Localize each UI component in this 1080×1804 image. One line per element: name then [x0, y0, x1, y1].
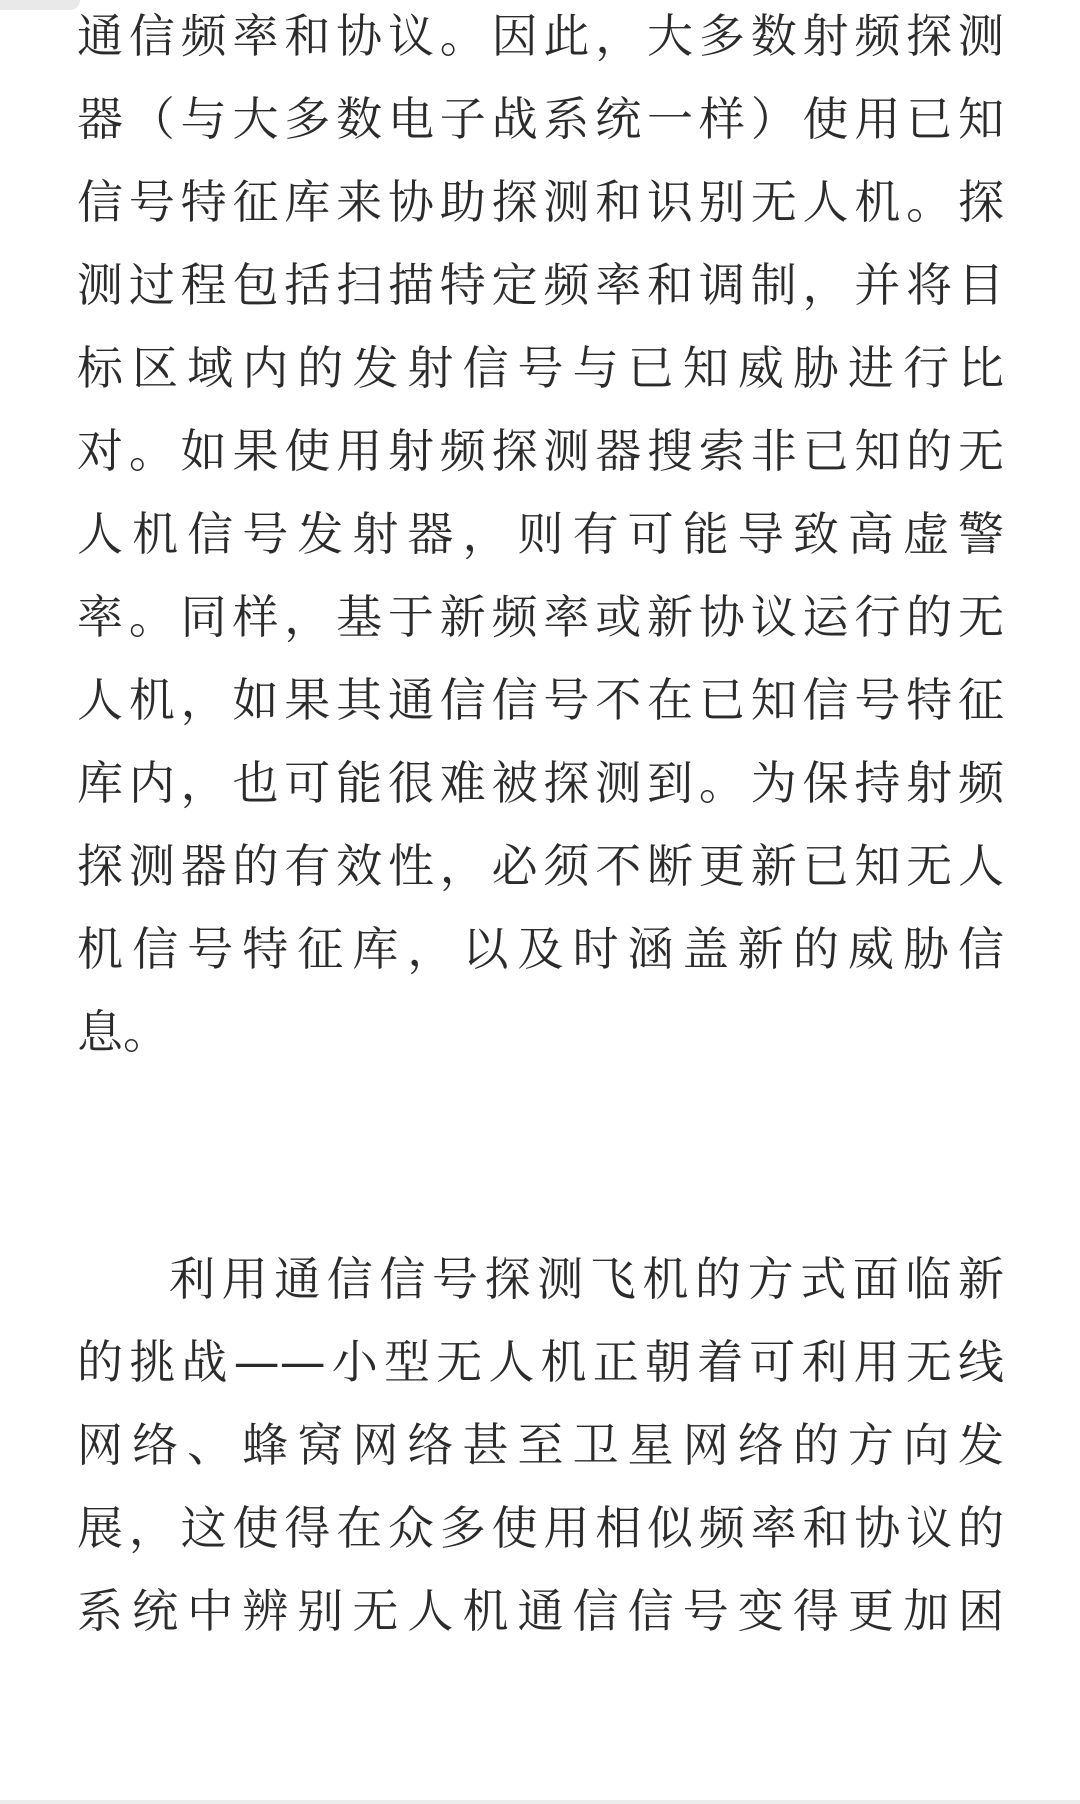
paragraph-1-line-6: 对。如果使用射频探测器搜索非已知的无 — [77, 424, 1004, 478]
paragraph-1-line-5: 标区域内的发射信号与已知威胁进行比 — [77, 341, 1004, 395]
paragraph-1-line-10: 库内，也可能很难被探测到。为保持射频 — [77, 756, 1004, 810]
paragraph-2-line-2: 的挑战——小型无人机正朝着可利用无线 — [77, 1335, 1004, 1389]
paragraph-2-line-3: 网络、蜂窝网络甚至卫星网络的方向发 — [77, 1418, 1004, 1472]
paragraph-1-line-8: 率。同样，基于新频率或新协议运行的无 — [77, 590, 1004, 644]
paragraph-1-line-7: 人机信号发射器，则有可能导致高虚警 — [77, 507, 1004, 561]
bottom-divider — [0, 1800, 1080, 1804]
top-edge-artifact — [0, 0, 80, 10]
paragraph-1-line-12: 机信号特征库，以及时涵盖新的威胁信 — [77, 922, 1004, 976]
paragraph-1-line-13: 息。 — [77, 1005, 169, 1059]
paragraph-1-line-4: 测过程包括扫描特定频率和调制，并将目 — [77, 258, 1004, 312]
paragraph-1-line-3: 信号特征库来协助探测和识别无人机。探 — [77, 175, 1004, 229]
paragraph-1-line-1: 通信频率和协议。因此，大多数射频探测 — [77, 9, 1004, 63]
paragraph-2-line-5: 系统中辨别无人机通信信号变得更加困 — [77, 1584, 1004, 1638]
paragraph-2-line-4: 展，这使得在众多使用相似频率和协议的 — [77, 1501, 1004, 1555]
paragraph-1-line-11: 探测器的有效性，必须不断更新已知无人 — [77, 839, 1004, 893]
paragraph-1-line-9: 人机，如果其通信信号不在已知信号特征 — [77, 673, 1004, 727]
paragraph-1-line-2: 器（与大多数电子战系统一样）使用已知 — [77, 92, 1004, 146]
paragraph-2-line-1: 利用通信信号探测飞机的方式面临新 — [169, 1252, 1004, 1306]
